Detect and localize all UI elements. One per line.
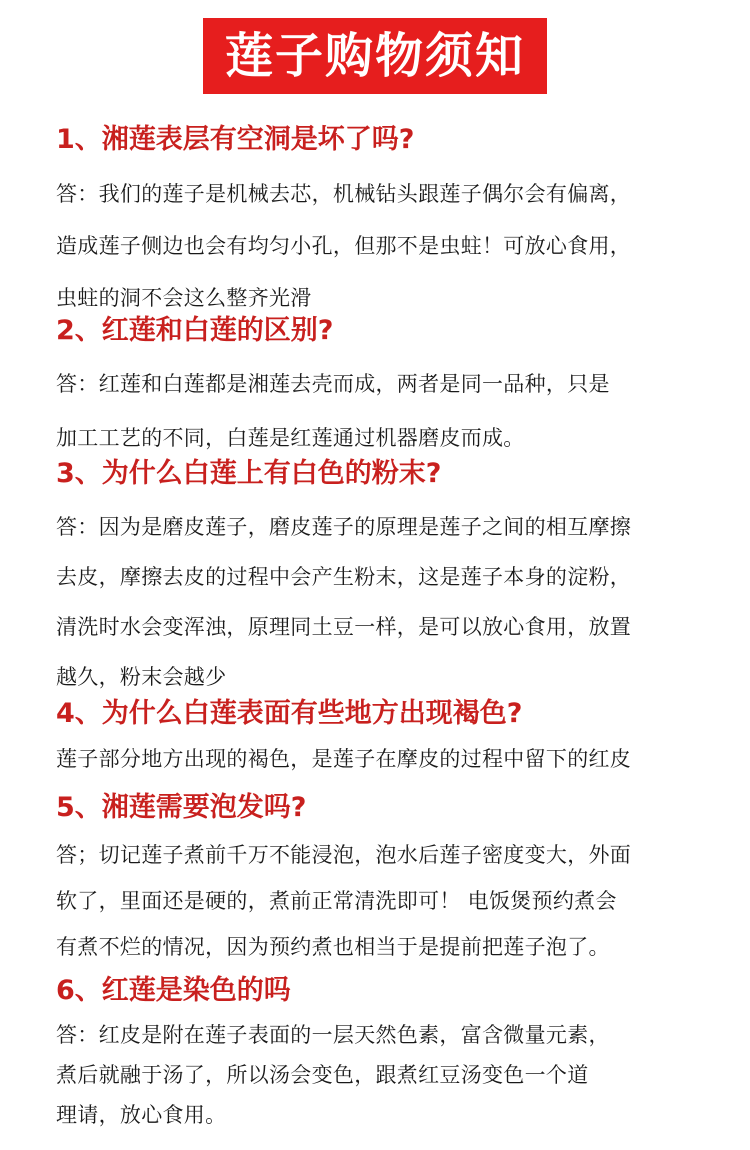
answer-line: 有煮不烂的情况，因为预约煮也相当于是提前把莲子泡了。 xyxy=(56,935,610,959)
answer-line: 虫蛀的洞不会这么整齐光滑 xyxy=(56,286,312,310)
answer-line: 答：因为是磨皮莲子，磨皮莲子的原理是莲子之间的相互摩擦 xyxy=(56,515,632,539)
faq-answer xyxy=(56,168,706,324)
answer-line: 煮后就融于汤了，所以汤会变色，跟煮红豆汤变色一个道 xyxy=(56,1063,589,1087)
title-banner xyxy=(0,18,750,94)
faq-question: 6、红莲是染色的吗 xyxy=(56,975,291,1006)
answer-line: 答：我们的莲子是机械去芯，机械钻头跟莲子偶尔会有偏离， xyxy=(56,182,632,206)
faq-question: 5、湘莲需要泡发吗? xyxy=(56,792,307,823)
answer-line: 软了，里面还是硬的，煮前正常清洗即可！ 电饭煲预约煮会 xyxy=(56,889,617,913)
answer-line: 越久，粉末会越少 xyxy=(56,665,227,689)
faq-item-6 xyxy=(56,973,706,1135)
page-title: 莲子购物须知 xyxy=(203,18,547,94)
answer-line: 莲子部分地方出现的褐色，是莲子在摩皮的过程中留下的红皮 xyxy=(56,747,632,771)
faq-answer xyxy=(56,357,706,465)
answer-line: 答：红皮是附在莲子表面的一层天然色素，富含微量元素， xyxy=(56,1023,610,1047)
answer-line: 加工工艺的不同，白莲是红莲通过机器磨皮而成。 xyxy=(56,426,525,450)
faq-question: 3、为什么白莲上有白色的粉末? xyxy=(56,458,442,489)
answer-line: 答；切记莲子煮前千万不能浸泡，泡水后莲子密度变大，外面 xyxy=(56,843,632,867)
faq-question: 4、为什么白莲表面有些地方出现褐色? xyxy=(56,698,523,729)
faq-answer xyxy=(56,502,706,702)
faq-item-1 xyxy=(56,122,706,324)
faq-answer xyxy=(56,1015,706,1135)
faq-item-2 xyxy=(56,313,706,465)
faq-answer xyxy=(56,736,706,782)
answer-line: 理请，放心食用。 xyxy=(56,1103,227,1127)
faq-question: 2、红莲和白莲的区别? xyxy=(56,315,334,346)
faq-item-5 xyxy=(56,790,706,970)
answer-line: 造成莲子侧边也会有均匀小孔，但那不是虫蛀！可放心食用， xyxy=(56,234,632,258)
faq-item-4 xyxy=(56,696,706,782)
faq-answer xyxy=(56,832,706,970)
answer-line: 去皮，摩擦去皮的过程中会产生粉末，这是莲子本身的淀粉， xyxy=(56,565,632,589)
answer-line: 清洗时水会变浑浊，原理同土豆一样，是可以放心食用，放置 xyxy=(56,615,632,639)
faq-item-3 xyxy=(56,456,706,702)
faq-question: 1、湘莲表层有空洞是坏了吗? xyxy=(56,124,415,155)
answer-line: 答：红莲和白莲都是湘莲去壳而成，两者是同一品种，只是 xyxy=(56,372,610,396)
